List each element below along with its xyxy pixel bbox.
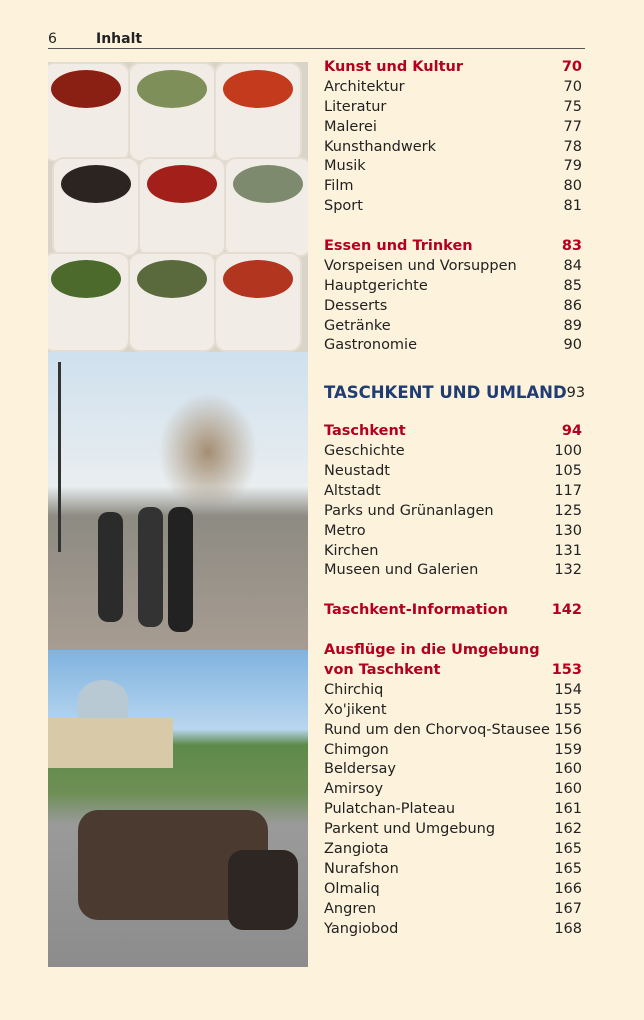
spice-sack [52, 157, 140, 257]
spice-sack [128, 252, 216, 352]
photo-donkey-cart-mosque [48, 650, 308, 967]
entry-title: Kunsthandwerk [324, 138, 437, 155]
entry-title: TASCHKENT UND UMLAND [324, 383, 567, 403]
toc-entry [324, 900, 582, 920]
entry-page: 84 [563, 257, 582, 274]
entry-title: Essen und Trinken [324, 238, 473, 255]
entry-page: 132 [554, 562, 582, 579]
entry-page: 156 [554, 721, 582, 738]
entry-page: 77 [563, 118, 582, 135]
toc-entry [324, 336, 582, 356]
entry-page: 80 [563, 178, 582, 195]
entry-page: 160 [554, 761, 582, 778]
section-heading [324, 661, 582, 681]
toc-entry [324, 741, 582, 761]
entry-title: Parkent und Umgebung [324, 821, 496, 838]
section-heading [324, 641, 582, 661]
entry-title: Nurafshon [324, 860, 399, 877]
entry-title: Vorspeisen und Vorsuppen [324, 257, 517, 274]
table-of-contents [324, 58, 586, 959]
running-title: Inhalt [96, 31, 143, 47]
toc-entry [324, 920, 582, 940]
entry-page: 90 [563, 337, 582, 354]
toc-entry [324, 561, 582, 581]
entry-title: Desserts [324, 297, 388, 314]
toc-entry [324, 257, 582, 277]
entry-page: 154 [554, 681, 582, 698]
entry-title: Amirsoy [324, 781, 384, 798]
entry-title: Angren [324, 900, 377, 917]
entry-title: Film [324, 178, 354, 195]
entry-title: Geschichte [324, 443, 405, 460]
spice-sack [48, 252, 130, 352]
toc-entry [324, 522, 582, 542]
toc-entry [324, 840, 582, 860]
entry-page: 81 [563, 198, 582, 215]
toc-entry [324, 177, 582, 197]
entry-page: 162 [554, 821, 582, 838]
toc-section [324, 422, 582, 581]
toc-entry [324, 721, 582, 741]
toc-entry [324, 197, 582, 217]
photo-tashkent-street [48, 352, 308, 650]
toc-entry [324, 880, 582, 900]
entry-title: Zangiota [324, 840, 389, 857]
entry-page: 142 [551, 602, 582, 619]
section-heading [324, 601, 582, 621]
entry-page: 105 [554, 463, 582, 480]
entry-page: 167 [554, 900, 582, 917]
entry-page: 85 [563, 277, 582, 294]
toc-entry [324, 442, 582, 462]
toc-entry [324, 860, 582, 880]
entry-page: 165 [554, 860, 582, 877]
running-header [48, 30, 585, 49]
entry-title: von Taschkent [324, 661, 441, 678]
entry-page: 155 [554, 701, 582, 718]
entry-page: 79 [563, 158, 582, 175]
entry-page: 93 [566, 385, 586, 402]
toc-section [324, 641, 582, 939]
entry-page: 83 [561, 238, 582, 255]
toc-entry [324, 760, 582, 780]
toc-entry [324, 157, 582, 177]
entry-title: Chirchiq [324, 681, 384, 698]
entry-title: Sport [324, 198, 363, 215]
entry-title: Xo'jikent [324, 701, 387, 718]
toc-section [324, 237, 582, 356]
toc-entry [324, 98, 582, 118]
spice-sack [224, 157, 308, 257]
page-number: 6 [48, 31, 57, 47]
entry-title: Literatur [324, 98, 387, 115]
entry-title: Altstadt [324, 482, 381, 499]
entry-title: Kunst und Kultur [324, 59, 463, 75]
entry-title: Gastronomie [324, 337, 418, 354]
entry-title: Museen und Galerien [324, 562, 479, 579]
entry-title: Chimgon [324, 741, 389, 758]
toc-entry [324, 542, 582, 562]
section-heading [324, 237, 582, 257]
entry-page: 131 [554, 542, 582, 559]
spice-sack [214, 62, 302, 162]
entry-page: 159 [554, 741, 582, 758]
toc-entry [324, 277, 582, 297]
toc-entry [324, 800, 582, 820]
entry-page: 117 [554, 482, 582, 499]
entry-page: 100 [554, 443, 582, 460]
entry-title: Ausflüge in die Umgebung [324, 642, 540, 659]
entry-title: Taschkent [324, 423, 406, 440]
toc-entry [324, 138, 582, 158]
section-heading [324, 422, 582, 442]
toc-entry [324, 701, 582, 721]
spice-sack [48, 62, 130, 162]
entry-title: Parks und Grünanlagen [324, 502, 494, 519]
entry-page: 166 [554, 880, 582, 897]
toc-entry [324, 780, 582, 800]
entry-page: 161 [554, 801, 582, 818]
chapter-heading [324, 376, 586, 410]
toc-entry [324, 118, 582, 138]
spice-sack [128, 62, 216, 162]
entry-page: 94 [561, 423, 582, 440]
toc-entry [324, 681, 582, 701]
entry-title: Hauptgerichte [324, 277, 428, 294]
entry-title: Musik [324, 158, 366, 175]
entry-page: 168 [554, 920, 582, 937]
toc-entry [324, 820, 582, 840]
entry-page: 70 [563, 78, 582, 95]
photo-spice-sacks [48, 62, 308, 352]
entry-title: Kirchen [324, 542, 379, 559]
entry-page: 78 [563, 138, 582, 155]
toc-entry [324, 502, 582, 522]
entry-page: 125 [554, 502, 582, 519]
entry-title: Olmaliq [324, 880, 380, 897]
toc-entry [324, 317, 582, 337]
entry-title: Neustadt [324, 463, 390, 480]
toc-entry [324, 482, 582, 502]
entry-page: 75 [563, 98, 582, 115]
entry-page: 153 [551, 661, 582, 678]
entry-title: Malerei [324, 118, 377, 135]
section-heading [324, 58, 582, 78]
entry-title: Rund um den Chorvoq-Stausee [324, 721, 550, 738]
entry-title: Architektur [324, 78, 405, 95]
entry-title: Yangiobod [324, 920, 399, 937]
toc-section [324, 58, 582, 217]
entry-page: 86 [563, 297, 582, 314]
spice-sack [138, 157, 226, 257]
toc-entry [324, 78, 582, 98]
toc-section [324, 601, 582, 621]
entry-page: 89 [563, 317, 582, 334]
entry-title: Pulatchan-Plateau [324, 801, 456, 818]
entry-title: Getränke [324, 317, 391, 334]
spice-sack [214, 252, 302, 352]
toc-entry [324, 297, 582, 317]
entry-page: 130 [554, 522, 582, 539]
entry-title: Metro [324, 522, 366, 539]
toc-entry [324, 462, 582, 482]
entry-title: Taschkent-Information [324, 602, 508, 619]
entry-title: Beldersay [324, 761, 397, 778]
entry-page: 70 [561, 59, 582, 75]
entry-page: 160 [554, 781, 582, 798]
entry-page: 165 [554, 840, 582, 857]
